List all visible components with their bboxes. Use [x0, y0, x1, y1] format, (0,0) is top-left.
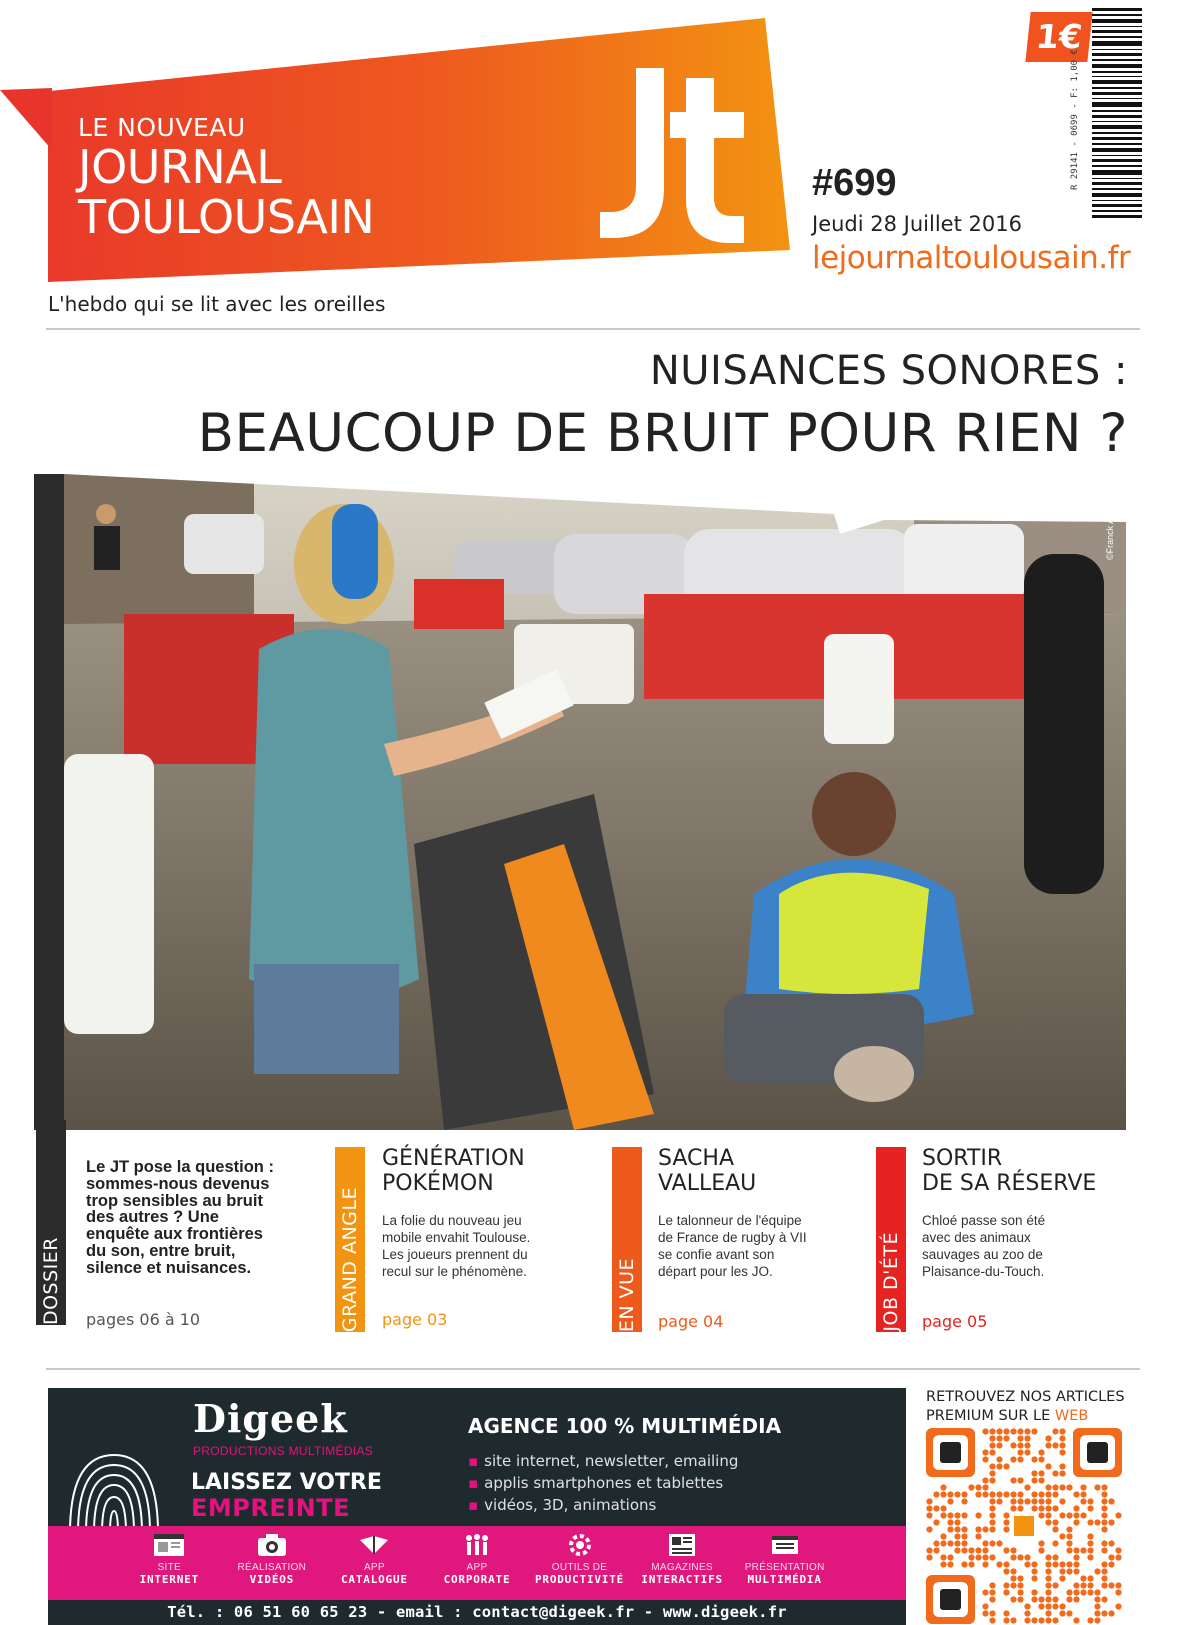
digeek-subtitle: PRODUCTIONS MULTIMÉDIAS	[193, 1444, 374, 1458]
teaser-page-reserve[interactable]: page 05	[922, 1312, 988, 1331]
tab-en-vue-label: EN VUE	[616, 1257, 638, 1332]
ad-slogan-line2: EMPREINTE	[191, 1494, 351, 1522]
ad-contact-line[interactable]: Tél. : 06 51 60 65 23 - email : contact@digeek.fr - www.digeek.fr	[167, 1603, 787, 1621]
service-label-top: APP	[466, 1562, 488, 1573]
divider	[46, 328, 1140, 330]
price-badge: 1€	[1025, 12, 1092, 62]
service-label-top: APP	[363, 1562, 385, 1573]
tab-job-ete[interactable]	[876, 1147, 906, 1332]
service-label-bottom: MULTIMÉDIA	[747, 1573, 822, 1586]
camera-icon	[255, 1532, 289, 1558]
qr-caption-highlight: WEB	[1054, 1407, 1089, 1424]
tab-dossier[interactable]	[36, 1120, 66, 1325]
digeek-logo: Digeek	[193, 1396, 348, 1441]
teaser-body-valleau: Le talonneur de l'équipe de France de rugby à VII se confie avant son départ pour les JO.	[658, 1213, 807, 1279]
teaser-title-pokemon: GÉNÉRATION POKÉMON	[382, 1146, 525, 1196]
ad-services-bar	[48, 1526, 906, 1600]
qr-caption-line1: RETROUVEZ NOS ARTICLES	[926, 1389, 1125, 1405]
issue-date: Jeudi 28 Juillet 2016	[812, 212, 1022, 236]
teaser-title-reserve: SORTIR DE SA RÉSERVE	[922, 1146, 1097, 1196]
website-link[interactable]: lejournaltoulousain.fr	[812, 240, 1131, 276]
teaser-title-valleau: SACHA VALLEAU	[658, 1146, 757, 1196]
service-magazines[interactable]	[636, 1532, 728, 1586]
tagline: L'hebdo qui se lit avec les oreilles	[48, 292, 386, 316]
ad-bullet: ▪ site internet, newsletter, emailing	[468, 1450, 738, 1472]
service-label-top: RÉALISATION	[237, 1562, 307, 1573]
jt-logo-icon	[600, 68, 750, 243]
magazine-icon	[665, 1532, 699, 1558]
ad-slogan-line1: LAISSEZ VOTRE	[191, 1470, 382, 1495]
browser-icon	[152, 1532, 186, 1558]
service-label-top: PRÉSENTATION	[744, 1562, 825, 1573]
ad-bullet: ▪ vidéos, 3D, animations	[468, 1494, 738, 1516]
service-catalogue[interactable]	[328, 1532, 420, 1586]
teaser-body-pokemon: La folie du nouveau jeu mobile envahit Toulouse. Les joueurs prennent du recul sur le phénomène.	[382, 1213, 531, 1279]
service-label-bottom: VIDÉOS	[249, 1573, 295, 1586]
dossier-summary: Le JT pose la question : sommes-nous devenus trop sensibles au bruit des autres ? Une enquête aux frontières du son, entre bruit, silence et nuisances.	[86, 1158, 274, 1277]
service-presentation[interactable]	[739, 1532, 831, 1586]
headline-kicker: NUISANCES SONORES :	[649, 348, 1128, 394]
service-label-top: OUTILS DE	[551, 1562, 608, 1573]
masthead-line3: TOULOUSAIN	[78, 190, 375, 244]
photo-credit: ©Franck Alix	[1105, 509, 1115, 560]
tab-en-vue[interactable]	[612, 1147, 642, 1332]
cover-photo	[34, 474, 1126, 1130]
headline-title: BEAUCOUP DE BRUIT POUR RIEN ?	[197, 403, 1128, 464]
slides-icon	[768, 1532, 802, 1558]
tab-grand-angle[interactable]	[335, 1147, 365, 1332]
service-corporate[interactable]	[431, 1532, 523, 1586]
service-label-bottom: INTERACTIFS	[641, 1573, 723, 1586]
ad-service-list	[468, 1450, 738, 1516]
service-label-bottom: INTERNET	[139, 1573, 199, 1586]
service-label-top: SITE	[157, 1562, 181, 1573]
book-icon	[357, 1532, 391, 1558]
qr-caption-line2: PREMIUM SUR LE	[926, 1407, 1055, 1424]
qr-code-icon[interactable]	[926, 1428, 1122, 1625]
people-icon	[460, 1532, 494, 1558]
fingerprint-icon	[60, 1443, 168, 1538]
barcode-number: R 29141 - 0699 - F: 1,00 €	[1070, 49, 1080, 190]
tab-grand-angle-label: GRAND ANGLE	[339, 1186, 361, 1332]
teaser-page-valleau[interactable]: page 04	[658, 1312, 724, 1331]
service-productivite[interactable]	[534, 1532, 626, 1586]
qr-caption	[926, 1388, 1125, 1426]
gear-icon	[563, 1532, 597, 1558]
digeek-advertisement[interactable]	[48, 1388, 906, 1625]
service-label-top: MAGAZINES	[651, 1562, 713, 1573]
masthead-line1: LE NOUVEAU	[78, 113, 246, 142]
service-videos[interactable]	[226, 1532, 318, 1586]
masthead-line2: JOURNAL	[78, 140, 282, 194]
service-label-bottom: PRODUCTIVITÉ	[534, 1573, 625, 1586]
barcode-icon	[1092, 8, 1142, 218]
tab-job-ete-label: JOB D'ÉTÉ	[880, 1232, 902, 1332]
issue-number: #699	[812, 162, 897, 204]
ad-agency-title: AGENCE 100 % MULTIMÉDIA	[468, 1414, 782, 1438]
dossier-pages[interactable]: pages 06 à 10	[86, 1310, 201, 1329]
service-label-bottom: CORPORATE	[443, 1573, 511, 1586]
ad-bullet: ▪ applis smartphones et tablettes	[468, 1472, 738, 1494]
divider	[46, 1368, 1140, 1370]
teaser-body-reserve: Chloé passe son été avec des animaux sauvages au zoo de Plaisance-du-Touch.	[922, 1213, 1046, 1279]
teaser-page-pokemon[interactable]: page 03	[382, 1310, 448, 1329]
service-site-internet[interactable]	[123, 1532, 215, 1586]
masthead-title	[78, 113, 375, 244]
service-label-bottom: CATALOGUE	[341, 1573, 408, 1586]
tab-dossier-label: DOSSIER	[40, 1236, 62, 1325]
